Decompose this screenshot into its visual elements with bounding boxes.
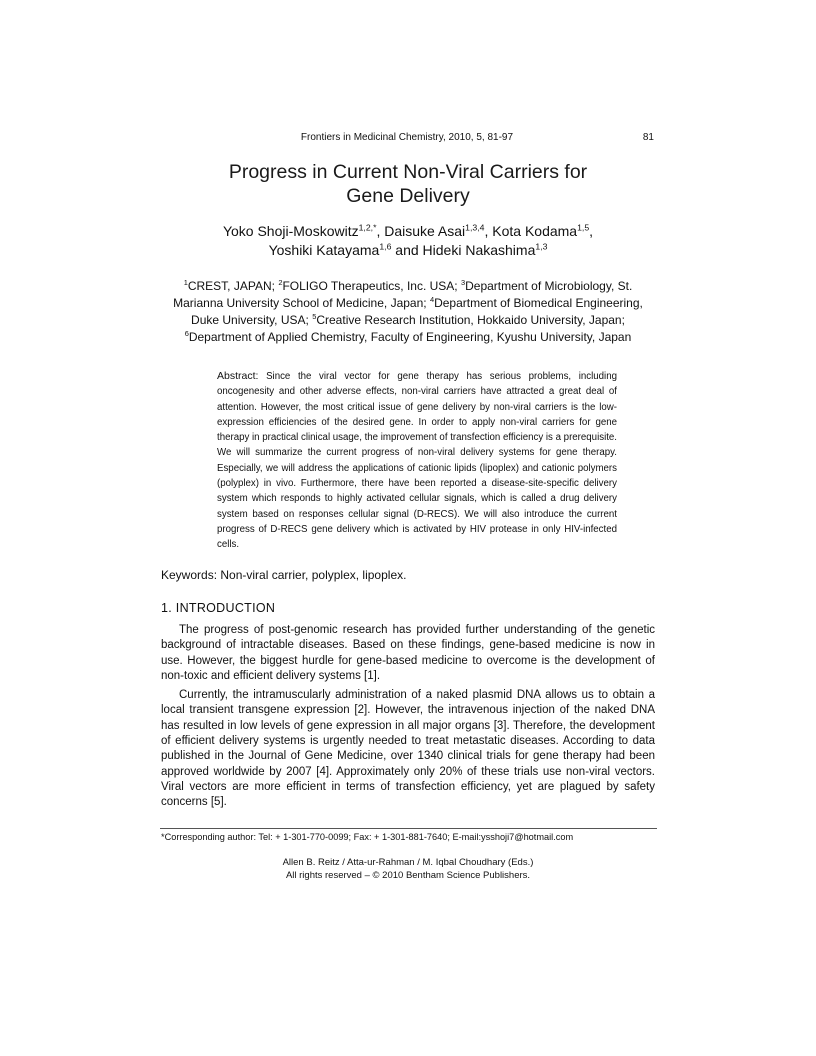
- author-affiliation-marker: 1,6: [379, 241, 392, 252]
- keywords-text: Non-viral carrier, polyplex, lipoplex.: [220, 568, 407, 582]
- abstract-text: Since the viral vector for gene therapy has serious problems, including oncogenesity and other adverse effects, non-viral carriers have attracted a great deal of attention. However, the most critical issue of gene delivery by non-viral carriers is the low-expression efficiencies of the desired gene. In order to apply non-viral carriers for gene therapy in practical clinical usage, the improvement of transfection efficiency is a prerequisite. We will summarize the current progress of non-viral delivery systems for gene therapy. Especially, we will address the applications of cationic lipids (lipoplex) and cationic polymers (polyplex) in vivo. Furthermore, there have been reported a disease-site-specific delivery system which responds to highly activated cellular signals, which is called a drug delivery system based on responses cellular signal (D-RECS). We will also introduce the current progress of D-RECS gene delivery which is activated by HIV protease in only HIV-infected cells.: [217, 371, 617, 551]
- running-head: [160, 132, 654, 146]
- affiliation: FOLIGO Therapeutics, Inc. USA;: [282, 279, 461, 293]
- author-name: Yoko Shoji-Moskowitz: [222, 223, 359, 239]
- journal-citation: Frontiers in Medicinal Chemistry, 2010, 5, 81-97: [300, 132, 514, 143]
- page-number: 81: [642, 132, 654, 143]
- affiliation: Department of Biomedical Engineering, Duke University, USA;: [191, 296, 643, 327]
- affiliation: Department of Applied Chemistry, Faculty of Engineering, Kyushu University, Japan: [188, 330, 632, 344]
- author-list: [170, 222, 646, 260]
- author-name: Yoshiki Katayama: [268, 242, 380, 258]
- author-affiliation-marker: 1,3: [535, 241, 548, 252]
- affiliations: $^1$CREST, JAPAN; $^2$FOLIGO Therapeutics, Inc. USA; $^3$Department of Microbiology, St. Marianna University School of Medicine, Japan; $^4$Department of Biomedical Engineering, Duke University, USA; $^5$Creative Research Institution, Hokkaido University, Japan; $^6$Department of Applied Chemistry, Faculty of Engineering, Kyushu University, Japan: [173, 278, 643, 344]
- affiliation: Department of Microbiology, St. Marianna University School of Medicine, Japan;: [173, 279, 633, 310]
- keywords: [161, 568, 655, 582]
- affiliation: Creative Research Institution, Hokkaido University, Japan;: [316, 313, 625, 327]
- author-affiliation-marker: 1,2,*: [358, 222, 377, 233]
- title-line-2: Gene Delivery: [346, 185, 470, 207]
- body-paragraph: The progress of post-genomic research has provided further understanding of the genetic background of intractable diseases. Based on these findings, gene-based medicine is now in use. However, the biggest hurdle for gene-based medicine to overcome is the development of non-toxic and efficient delivery systems [1].: [161, 624, 655, 682]
- publisher-imprint: [160, 856, 656, 882]
- author-name: Kota Kodama: [492, 223, 578, 239]
- abstract-label: Abstract:: [217, 370, 259, 382]
- affiliation: CREST, JAPAN;: [187, 279, 279, 293]
- title-line-1: Progress in Current Non-Viral Carriers for: [228, 161, 588, 183]
- keywords-label: Keywords:: [161, 568, 218, 582]
- abstract: [217, 369, 617, 553]
- author-affiliation-marker: 1,5: [577, 222, 590, 233]
- corresponding-author-footnote: *Corresponding author: Tel: + 1-301-770-0099; Fax: + 1-301-881-7640; E-mail:ysshoji7@hotmail.com: [161, 832, 574, 842]
- editors-line: Allen B. Reitz / Atta-ur-Rahman / M. Iqbal Choudhary (Eds.): [282, 857, 534, 868]
- author-name: Hideki Nakashima: [422, 242, 536, 258]
- footnote-divider: [160, 828, 657, 829]
- body-paragraph: Currently, the intramuscularly administration of a naked plasmid DNA allows us to obtain a local transient transgene expression [2]. However, the intravenous injection of the naked DNA has resulted in low levels of gene expression in all major organs [3]. Therefore, the development of efficient delivery systems is urgently needed to treat metastatic diseases. According to data published in the Journal of Gene Medicine, over 1340 clinical trials for gene therapy had been approved worldwide by 2007 [4]. Approximately only 20% of these trials use non-viral vectors. Viral vectors are more efficient in terms of transfection efficiency, yet are plagued by safety concerns [5].: [161, 689, 655, 809]
- paper-title: [170, 160, 646, 208]
- rights-line: All rights reserved – © 2010 Bentham Science Publishers.: [285, 870, 531, 881]
- author-line-2: Yoshiki Katayama$^{1,6}$ and Hideki Nakashima$^{1,3}$: [268, 241, 548, 258]
- author-affiliation-marker: 1,3,4: [465, 222, 485, 233]
- section-heading: 1. INTRODUCTION: [161, 601, 276, 615]
- author-line-1: Yoko Shoji-Moskowitz$^{1,2,*}$, Daisuke Asai$^{1,3,4}$, Kota Kodama$^{1,5}$,: [222, 222, 594, 239]
- section-body: [161, 623, 655, 815]
- author-name: Daisuke Asai: [384, 223, 466, 239]
